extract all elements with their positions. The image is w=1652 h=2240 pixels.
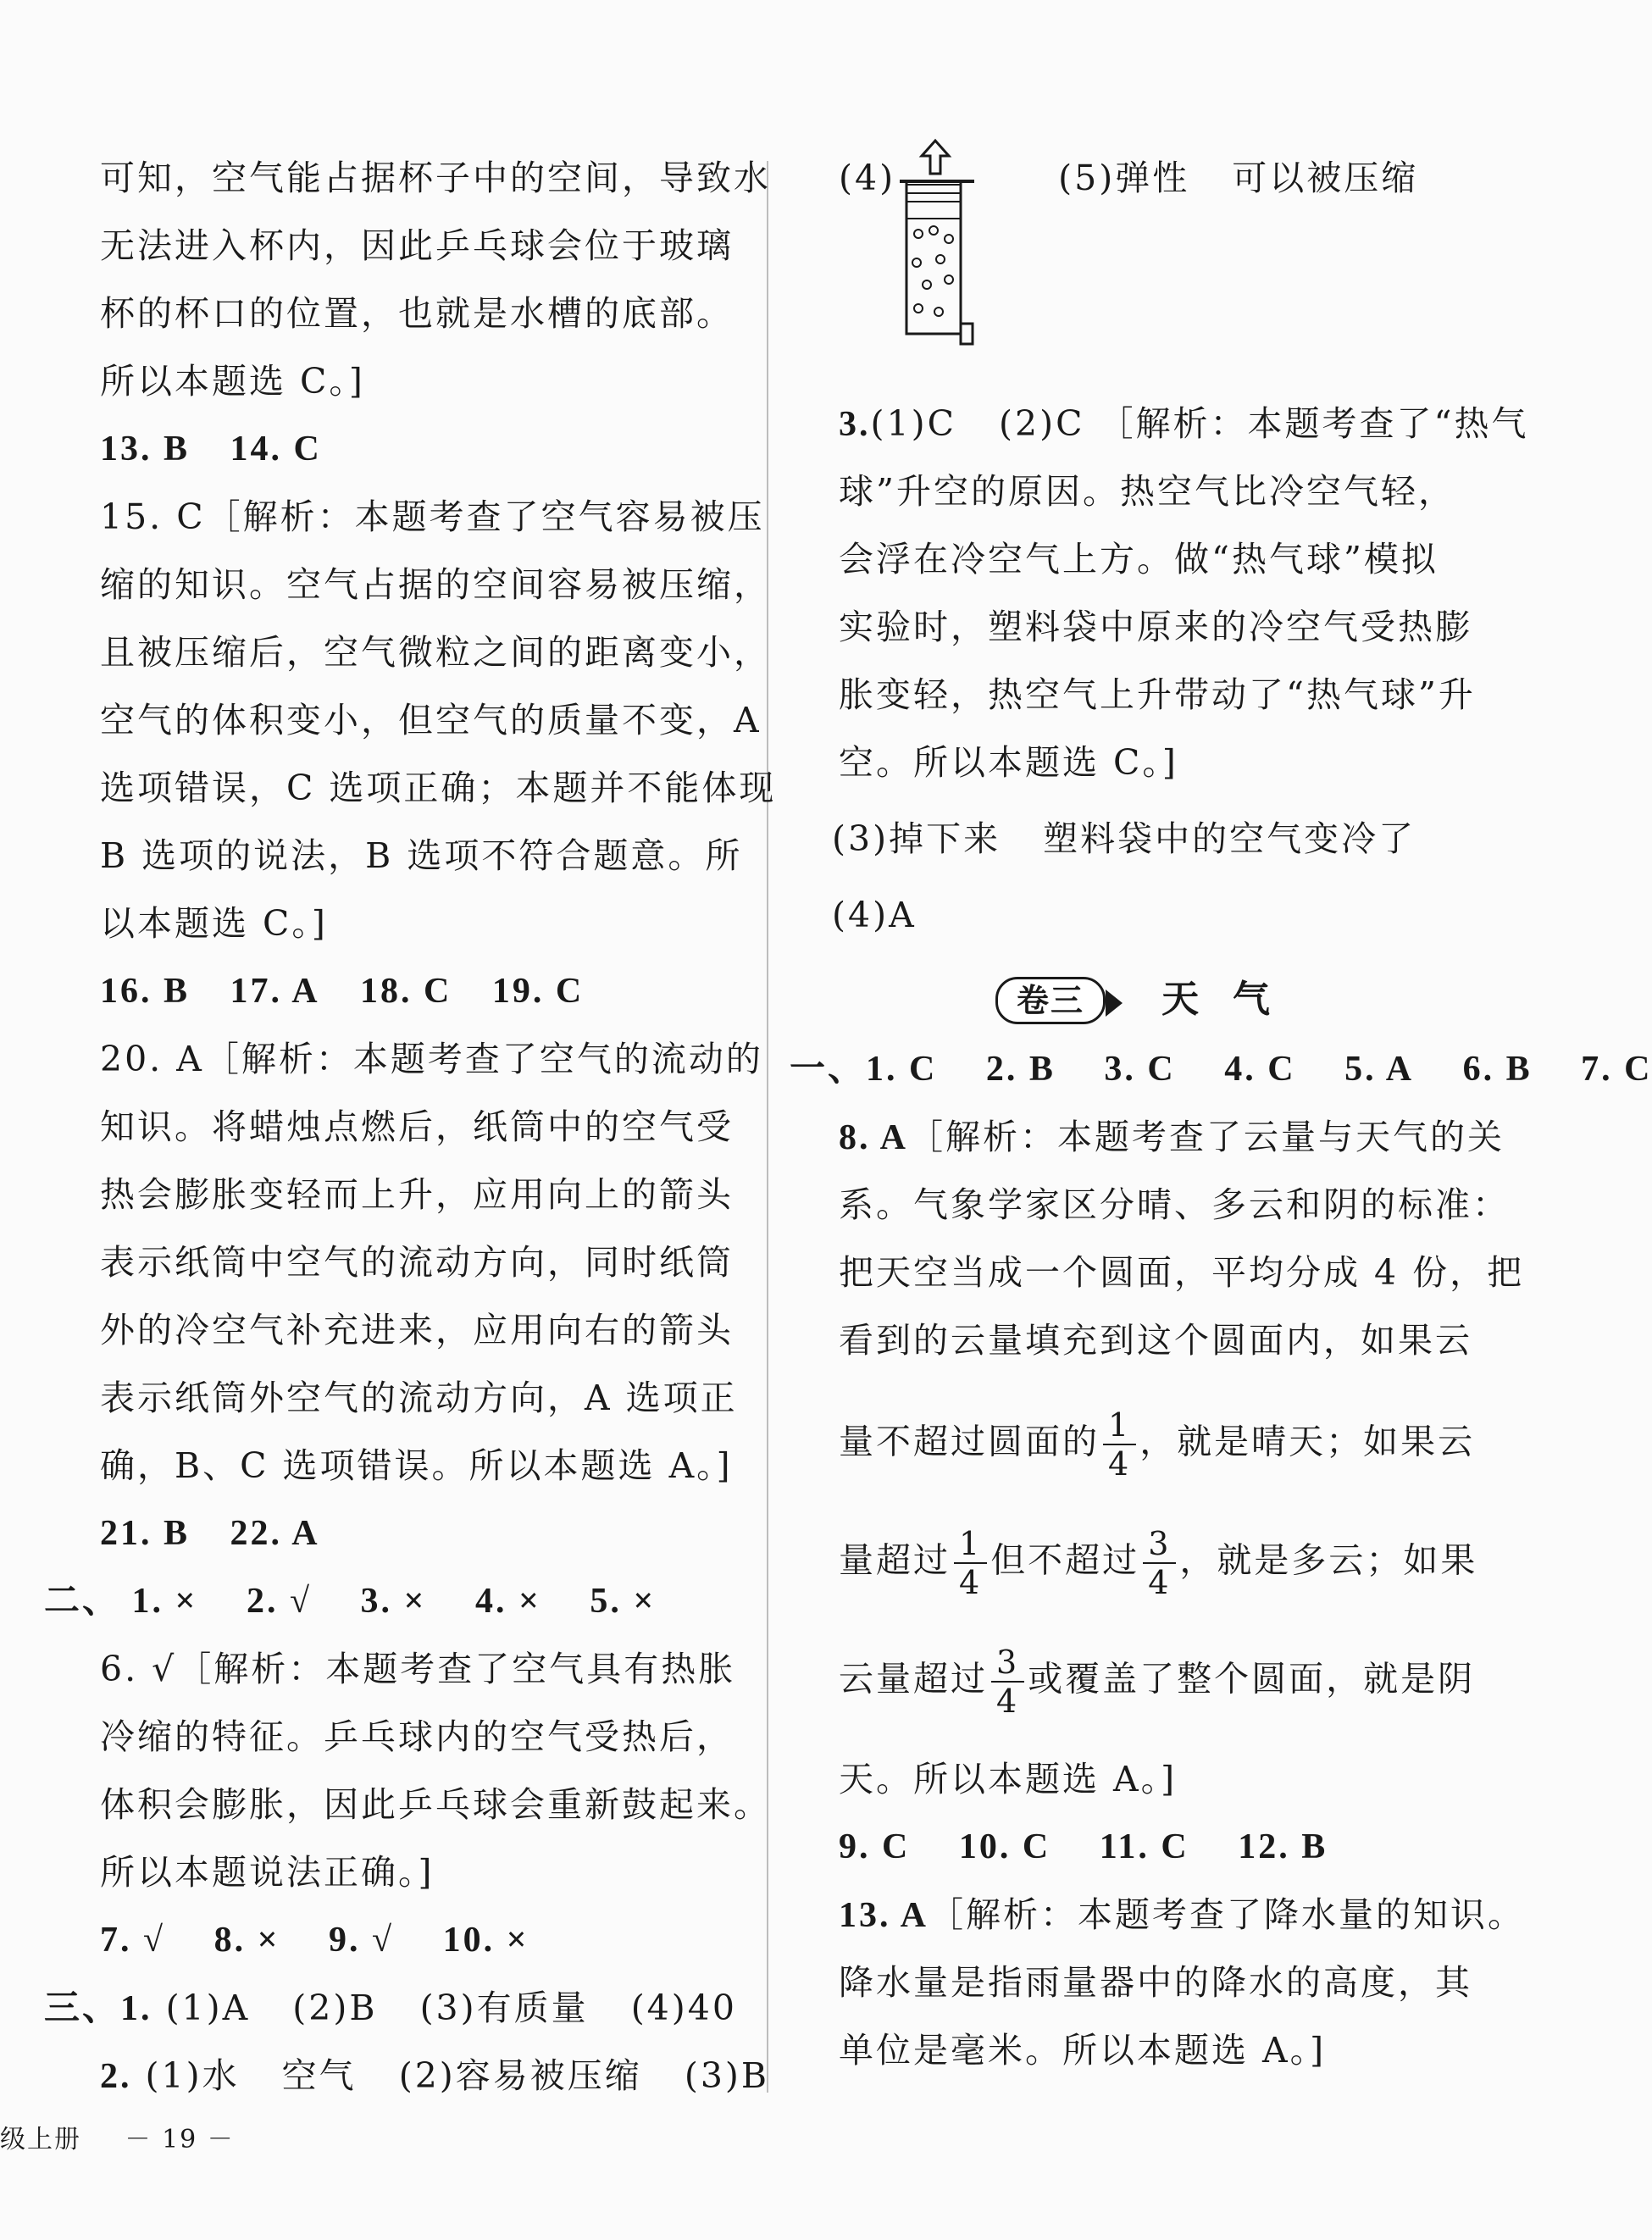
question-number: 2. (100, 2057, 132, 2096)
text-line: 体积会膨胀，因此乒乓球会重新鼓起来。 (100, 1784, 771, 1825)
answer-row (100, 424, 322, 474)
fraction-three-quarters: $\frac{3}{4}$ (991, 1644, 1024, 1720)
part-two-answers (44, 1576, 656, 1627)
sub-answer: (3)B (684, 2055, 770, 2096)
text-line: 冷缩的特征。乒乓球内的空气受热后， (100, 1716, 734, 1757)
text-line: 缩的知识。空气占据的空间容易被压缩， (100, 564, 771, 605)
text-line: B 选项的说法，B 选项不符合题意。所 (100, 835, 743, 876)
answer-row (100, 1508, 320, 1559)
question-number: 1. (120, 1989, 152, 2028)
choice-answer: 11. C (1099, 1827, 1189, 1866)
explanation-text: ［解析：本题考查了降水量的知识。 (929, 1894, 1526, 1935)
sub-answer: (4)A (832, 895, 917, 935)
answer-19: 19. C (491, 972, 585, 1011)
choice-answer: 9. C (839, 1827, 911, 1866)
tf-answer: 5. × (590, 1582, 657, 1621)
section-tag: 卷三 (995, 977, 1106, 1024)
tf-answer: 1. × (131, 1582, 198, 1621)
text-line: 无法进入杯内，因此乒乓球会位于玻璃 (100, 225, 734, 266)
tag-arrow-icon (1106, 990, 1123, 1017)
text-line: 以本题选 C。] (100, 903, 328, 944)
choice-answer: 5. A (1344, 1050, 1415, 1089)
text-line: 所以本题说法正确。] (100, 1852, 435, 1893)
part-one-answers (790, 1044, 1652, 1095)
sub-answer-text: 塑料袋中的空气变冷了 (1043, 818, 1416, 859)
question-3-row (839, 398, 1528, 450)
item-5-text: 可以被压缩 (1232, 158, 1419, 198)
answer-16: 16. B (100, 972, 191, 1011)
text-segment: 但不超过 (990, 1539, 1140, 1581)
text-line: 单位是毫米。所以本题选 A。] (839, 2030, 1327, 2071)
part-three-q2 (100, 2050, 769, 2102)
choice-answer: 12. B (1238, 1827, 1328, 1866)
text-line: 把天空当成一个圆面，平均分成 4 份，把 (839, 1252, 1525, 1293)
tf-answer: 4. × (474, 1582, 541, 1621)
question-8-row (839, 1112, 1505, 1163)
text-line: 杯的杯口的位置，也就是水槽的底部。 (100, 293, 734, 334)
syringe-diagram (898, 136, 983, 356)
part-three-q1 (44, 1982, 737, 2034)
sub-answer: (1)水 (145, 2055, 240, 2096)
text-segment: ，就是多云；如果 (1179, 1539, 1478, 1581)
explanation-text: ［解析：本题考查了“热气 (1098, 403, 1529, 444)
text-segment: 或覆盖了整个圆面，就是阴 (1028, 1658, 1476, 1699)
tf-answer: 7. √ (100, 1921, 166, 1960)
fraction-line (839, 1525, 1477, 1601)
text-line: 系。气象学家区分晴、多云和阴的标准： (839, 1184, 1510, 1225)
fraction-three-quarters: $\frac{3}{4}$ (1143, 1525, 1176, 1601)
text-line: 表示纸筒外空气的流动方向，A 选项正 (100, 1378, 738, 1418)
fraction-line (839, 1644, 1475, 1720)
text-line: 表示纸筒中空气的流动方向，同时纸筒 (100, 1242, 734, 1283)
answer-22: 22. A (230, 1514, 320, 1553)
text-line: 20. A［解析：本题考查了空气的流动的 (100, 1039, 763, 1079)
question-number: 8. A (839, 1118, 909, 1157)
sub-answer: (2)容易被压缩 (398, 2055, 642, 2096)
tf-answer: 10. × (442, 1921, 529, 1960)
answer-21: 21. B (100, 1514, 191, 1553)
item-4-label: (4) (839, 158, 896, 198)
text-line: 空气的体积变小，但空气的质量不变，A (100, 700, 762, 740)
fraction-one-quarter: $\frac{1}{4}$ (1103, 1406, 1136, 1483)
text-line: 知识。将蜡烛点燃后，纸筒中的空气受 (100, 1106, 734, 1147)
text-segment: 量超过 (839, 1539, 951, 1581)
text-segment: ，就是晴天；如果云 (1139, 1421, 1476, 1462)
text-line: 会浮在冷空气上方。做“热气球”模拟 (839, 539, 1439, 579)
text-line: 选项错误，C 选项正确；本题并不能体现 (100, 768, 777, 808)
text-segment: 量不超过圆面的 (839, 1421, 1100, 1462)
answer-row (100, 1915, 529, 1966)
text-line: 可知，空气能占据杯子中的空间，导致水 (100, 158, 771, 198)
answer-13: 13. B (100, 430, 191, 469)
text-line: 空。所以本题选 C。] (839, 742, 1178, 783)
answer-17: 17. A (230, 972, 320, 1011)
choice-answer: 6. B (1462, 1050, 1533, 1089)
tf-answer: 3. × (360, 1582, 427, 1621)
text-line: 天。所以本题选 A。] (839, 1759, 1178, 1799)
text-line: 实验时，塑料袋中原来的冷空气受热膨 (839, 607, 1472, 647)
tf-answer: 2. √ (246, 1582, 313, 1621)
item-5-label: (5)弹性 (1058, 158, 1190, 198)
page-footer (0, 2118, 235, 2155)
sub-answer: (1)A (165, 1988, 251, 2028)
sub-answer: (2)C (999, 403, 1085, 444)
answer-row (100, 966, 584, 1017)
part-label: 二、 (44, 1582, 121, 1621)
text-line: 球”升空的原因。热空气比冷空气轻， (839, 471, 1455, 512)
fraction-line (839, 1406, 1475, 1483)
text-line: 确，B、C 选项错误。所以本题选 A。] (100, 1445, 733, 1486)
sub-answer: (1)C (870, 403, 956, 444)
part-label: 一、 (790, 1050, 867, 1089)
sub-answer: (2)B (292, 1988, 378, 2028)
text-line: 热会膨胀变轻而上升，应用向上的箭头 (100, 1174, 734, 1215)
question-number: 13. A (839, 1896, 929, 1935)
answer-14: 14. C (230, 430, 322, 469)
fraction-one-quarter: $\frac{1}{4}$ (954, 1525, 987, 1601)
text-line: 所以本题选 C。] (100, 361, 365, 402)
sub-answer: (3)掉下来 (832, 818, 1001, 859)
page-number: － 19 － (125, 2125, 235, 2154)
question-13-row (839, 1889, 1525, 1941)
air-particles (912, 226, 953, 316)
section-header (995, 974, 1304, 1025)
answer-row (839, 1821, 1328, 1872)
sub-answer: 空气 (281, 2055, 357, 2096)
choice-answer: 4. C (1224, 1050, 1296, 1089)
choice-answer: 1. C (866, 1050, 938, 1089)
text-line: 外的冷空气补充进来，应用向右的箭头 (100, 1310, 734, 1350)
part-label: 三、 (44, 1989, 121, 2028)
tf-answer: 8. × (213, 1921, 280, 1960)
tf-answer: 9. √ (329, 1921, 395, 1960)
text-line: 降水量是指雨量器中的降水的高度，其 (839, 1962, 1472, 2003)
question-3-sub3 (832, 813, 1416, 864)
choice-answer: 7. C (1581, 1050, 1652, 1089)
sub-answer: (3)有质量 (419, 1988, 589, 2028)
question-number: 3. (839, 405, 871, 444)
choice-answer: 3. C (1104, 1050, 1176, 1089)
text-line: 15. C［解析：本题考查了空气容易被压 (100, 496, 765, 537)
text-line: 胀变轻，热空气上升带动了“热气球”升 (839, 674, 1476, 715)
text-line: 6. √［解析：本题考查了空气具有热胀 (100, 1649, 736, 1689)
sub-answer: (4)40 (630, 1988, 737, 2028)
text-segment: 云量超过 (839, 1658, 988, 1699)
choice-answer: 10. C (958, 1827, 1051, 1866)
answer-18: 18. C (360, 972, 452, 1011)
section-title: 天气 (1161, 978, 1305, 1021)
choice-answer: 2. B (985, 1050, 1056, 1089)
up-arrow-icon (922, 141, 949, 174)
text-line: 且被压缩后，空气微粒之间的距离变小， (100, 632, 771, 673)
text-line: 看到的云量填充到这个圆面内，如果云 (839, 1320, 1472, 1361)
explanation-text: ［解析：本题考查了云量与天气的关 (908, 1117, 1505, 1157)
grade-label: 级上册 (0, 2125, 81, 2154)
